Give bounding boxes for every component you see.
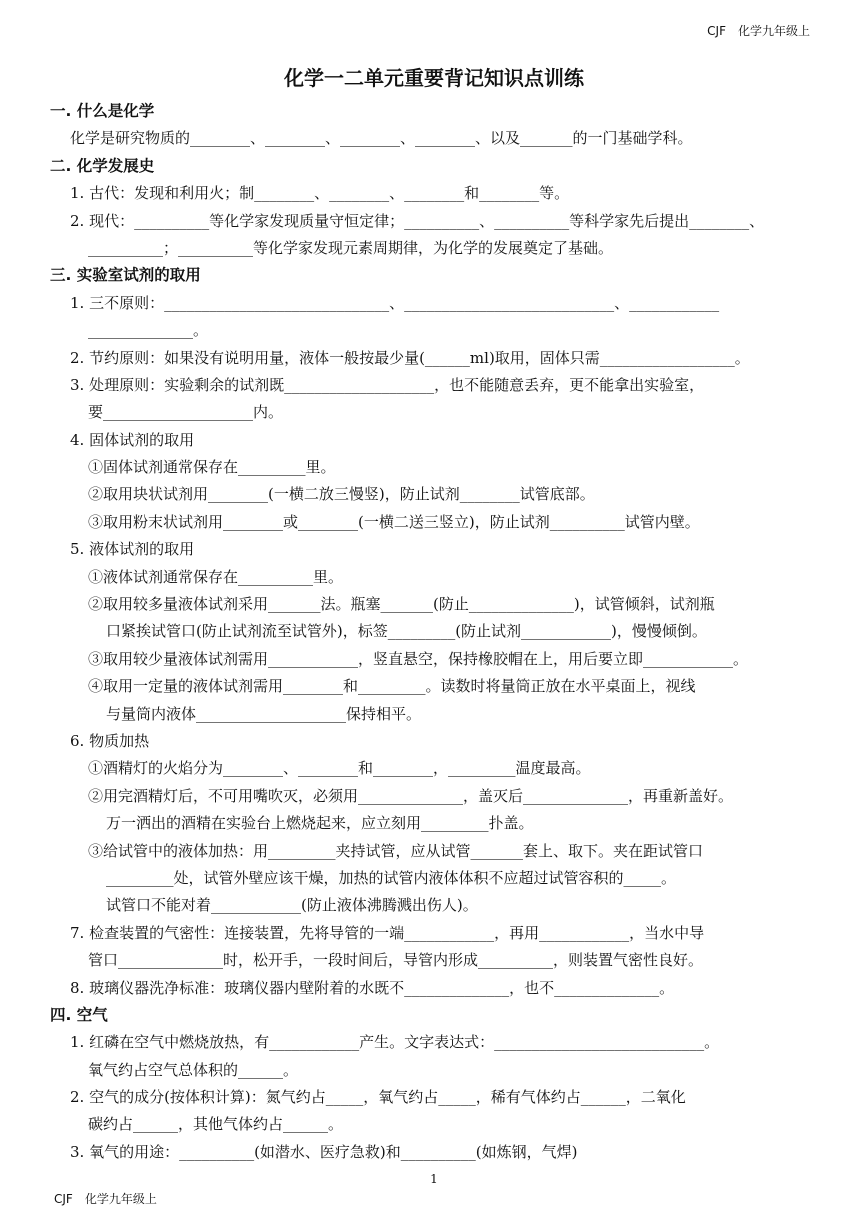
worksheet-line: ②用完酒精灯后，不可用嘴吹灭，必须用______________，盖灭后______________，再重新盖好。 (88, 786, 734, 805)
worksheet-title: 化学一二单元重要背记知识点训练 (284, 66, 584, 90)
worksheet-line: 氧气约占空气总体积的______。 (88, 1060, 299, 1079)
worksheet-line: 试管口不能对着____________(防止液体沸腾溅出伤人)。 (106, 896, 478, 915)
worksheet-line: 2. 空气的成分(按体积计算)：氮气约占_____，氧气约占_____，稀有气体约占______，二氧化 (70, 1088, 686, 1107)
header-code: CJF (707, 24, 726, 38)
section-heading: 三. 实验室试剂的取用 (50, 266, 201, 285)
page-header (707, 22, 810, 39)
worksheet-line: ______________。 (88, 321, 209, 340)
worksheet-line: ③取用较少量液体试剂需用____________，竖直悬空，保持橡胶帽在上，用后要立即____________。 (88, 649, 749, 668)
section-heading: 四. 空气 (50, 1005, 108, 1024)
worksheet-line: ①固体试剂通常保存在_________里。 (88, 458, 336, 477)
worksheet-line: ②取用块状试剂用________(一横二放三慢竖)，防止试剂________试管底部。 (88, 485, 595, 504)
page-footer (54, 1190, 157, 1207)
worksheet-line: ③取用粉末状试剂用________或________(一横二送三竖立)，防止试剂__________试管内壁。 (88, 512, 700, 531)
worksheet-line: 1. 古代：发现和利用火；制________、________、________和________等。 (70, 184, 570, 203)
worksheet-line: 6. 物质加热 (70, 731, 150, 750)
worksheet-line: 碳约占______，其他气体约占______。 (88, 1115, 344, 1134)
worksheet-line: ①酒精灯的火焰分为________、________和________，_________温度最高。 (88, 759, 591, 778)
worksheet-line: 2. 现代：__________等化学家发现质量守恒定律；__________、__________等科学家先后提出________、 (70, 211, 765, 230)
worksheet-line: 1. 三不原则：______________________________、____________________________、____________ (70, 293, 720, 312)
section-heading: 二. 化学发展史 (50, 156, 155, 175)
page-number: 1 (430, 1172, 438, 1186)
worksheet-line: 4. 固体试剂的取用 (70, 430, 195, 449)
worksheet-line: 8. 玻璃仪器洗净标准：玻璃仪器内壁附着的水既不______________，也不______________。 (70, 978, 675, 997)
worksheet-line: 管口______________时，松开手，一段时间后，导管内形成__________，则装置气密性良好。 (88, 951, 704, 970)
footer-course: 化学九年级上 (84, 1192, 157, 1206)
worksheet-line: 2. 节约原则：如果没有说明用量，液体一般按最少量(______ml)取用，固体只需__________________。 (70, 348, 750, 367)
footer-code: CJF (54, 1192, 73, 1206)
worksheet-line: 与量筒内液体____________________保持相平。 (106, 704, 422, 723)
worksheet-line: 万一洒出的酒精在实验台上燃烧起来，应立刻用_________扑盖。 (106, 814, 534, 833)
worksheet-line: 7. 检查装置的气密性：连接装置，先将导管的一端____________，再用____________，当水中导 (70, 923, 705, 942)
section-heading: 一. 什么是化学 (50, 102, 155, 120)
worksheet-line: 要____________________内。 (88, 403, 284, 422)
worksheet-line: 1. 红磷在空气中燃烧放热，有____________产生。文字表达式：____________________________。 (70, 1033, 720, 1052)
worksheet-line: ②取用较多量液体试剂采用_______法。瓶塞_______(防止______________)，试管倾斜，试剂瓶 (88, 595, 715, 614)
worksheet-line: 5. 液体试剂的取用 (70, 540, 195, 559)
worksheet-body (50, 98, 820, 1166)
worksheet-line: ④取用一定量的液体试剂需用________和_________。读数时将量筒正放在水平桌面上，视线 (88, 677, 696, 696)
worksheet-line: 口紧挨试管口(防止试剂流至试管外)，标签_________(防止试剂____________)，慢慢倾倒。 (106, 622, 707, 641)
worksheet-line: ③给试管中的液体加热：用_________夹持试管，应从试管_______套上、取下。夹在距试管口 (88, 841, 704, 860)
worksheet-line: ①液体试剂通常保存在__________里。 (88, 567, 344, 586)
header-course: 化学九年级上 (737, 24, 810, 38)
worksheet-line: 化学是研究物质的________、________、________、________、以及_______的一门基础学科。 (70, 129, 693, 148)
worksheet-line: _________处，试管外壁应该干燥，加热的试管内液体体积不应超过试管容积的_____。 (106, 868, 677, 887)
worksheet-line: __________；__________等化学家发现元素周期律，为化学的发展奠定了基础。 (88, 238, 614, 257)
worksheet-line: 3. 氧气的用途：__________(如潜水、医疗急救)和__________(如炼钢，气焊) (70, 1142, 578, 1161)
worksheet-line: 3. 处理原则：实验剩余的试剂既____________________，也不能随意丢弃，更不能拿出实验室， (70, 375, 705, 394)
